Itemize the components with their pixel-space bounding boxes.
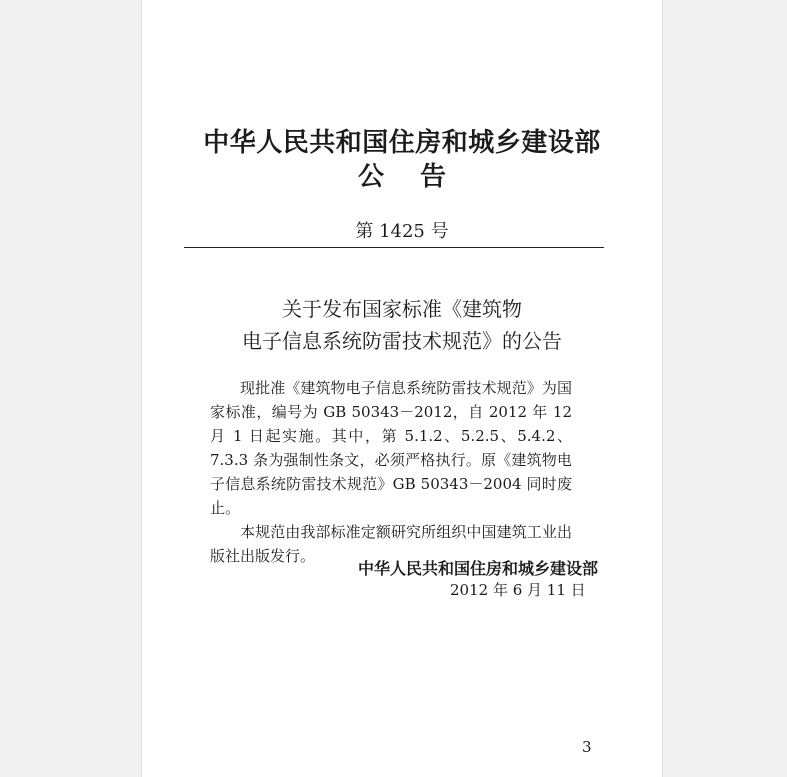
ministry-title: 中华人民共和国住房和城乡建设部 (203, 128, 601, 158)
body-paragraph-approval: 现批准《建筑物电子信息系统防雷技术规范》为国家标准，编号为 GB 50343－2012，自 2012 年 12 月 1 日起实施。其中，第 5.1.2、5.2.5、5.4.2、7.3.3 条为强制性条文，必须严格执行。原《建筑物电子信息系统防雷技术规范》GB 50343－2004 同时废止。 (210, 379, 572, 517)
announcement-body (210, 376, 572, 568)
announcement-subtitle (142, 293, 662, 357)
subtitle-line-1: 关于发布国家标准《建筑物 (282, 297, 522, 321)
subtitle-line-2: 电子信息系统防雷技术规范》的公告 (242, 329, 562, 353)
signature-date: 2012 年 6 月 11 日 (450, 581, 586, 599)
page-number: 3 (582, 738, 592, 756)
signature-organization: 中华人民共和国住房和城乡建设部 (358, 559, 599, 578)
notice-number: 第 1425 号 (355, 221, 449, 242)
notice-title: 公告 (357, 162, 482, 192)
header-divider (184, 247, 604, 248)
body-paragraph-publication: 本规范由我部标准定额研究所组织中国建筑工业出版社出版发行。 (210, 523, 572, 565)
document-page (142, 0, 662, 777)
